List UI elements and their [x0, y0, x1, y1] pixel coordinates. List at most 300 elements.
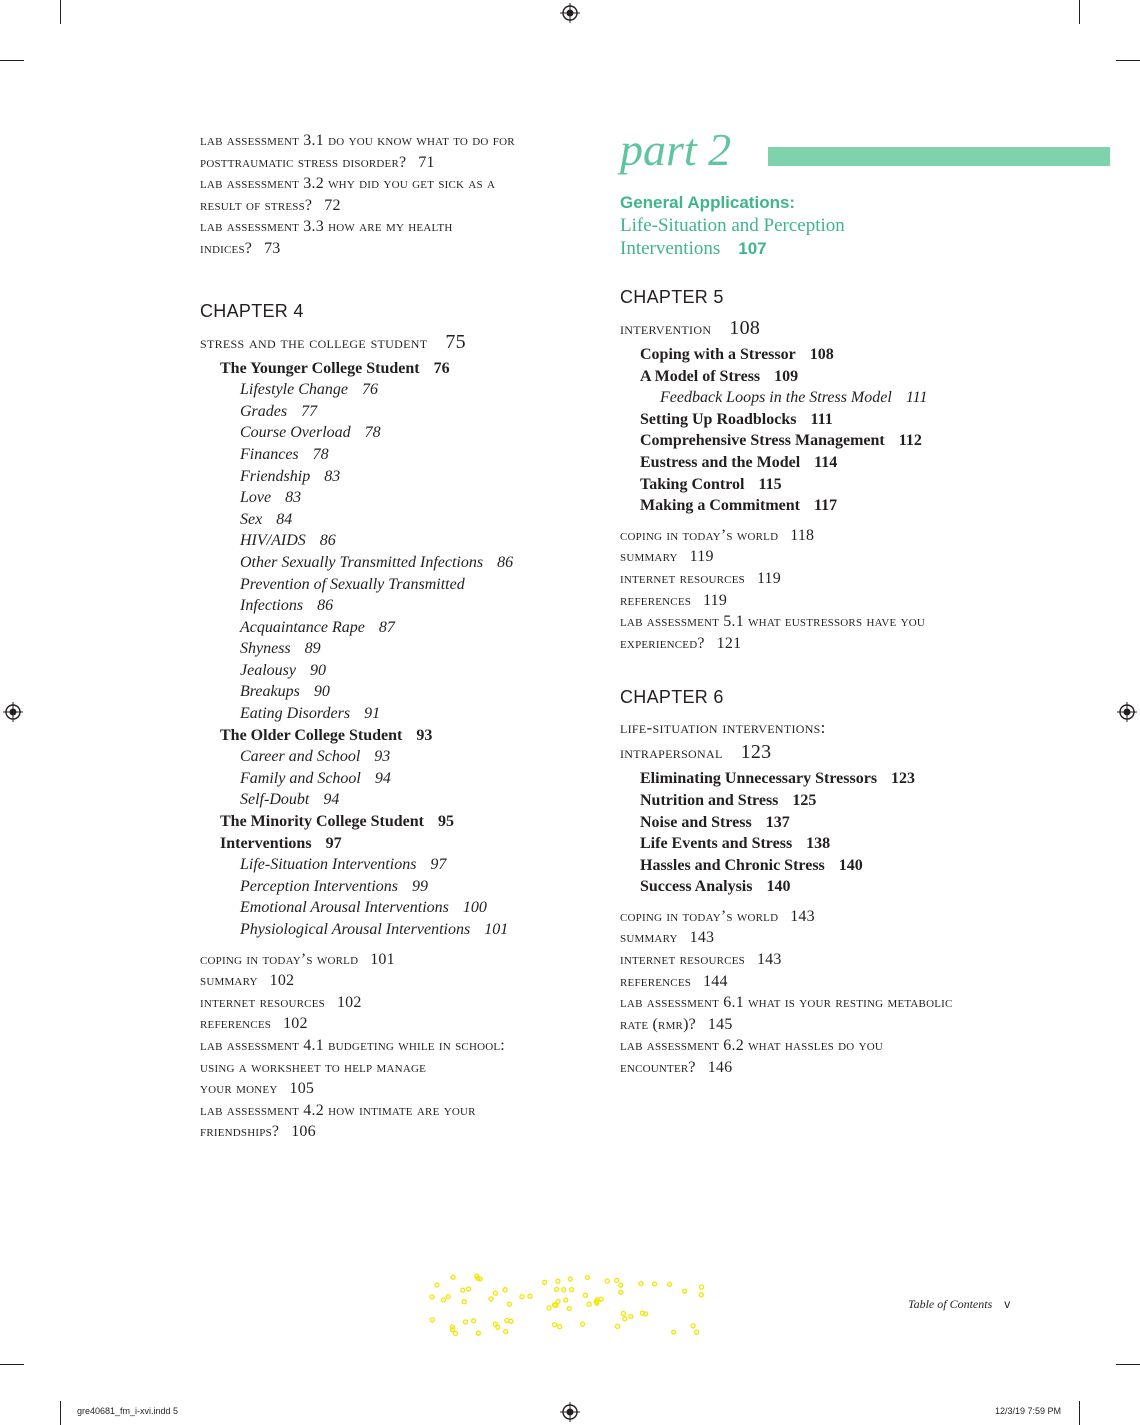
toc-subheading[interactable]	[200, 487, 590, 509]
page-number: 112	[898, 432, 922, 450]
toc-heading[interactable]	[620, 366, 1110, 388]
page-number: 123	[740, 741, 772, 764]
page-number: 91	[364, 705, 381, 723]
back-matter-item[interactable]	[620, 611, 1110, 633]
crop-mark	[1079, 1401, 1080, 1425]
chapter-title-line	[620, 740, 1110, 765]
decorative-dot	[528, 1294, 532, 1298]
chapter-title-text: intervention	[620, 319, 712, 338]
back-matter-text: coping in today’s world	[620, 907, 779, 925]
page-number: 75	[445, 330, 466, 353]
decorative-dot	[640, 1311, 644, 1315]
toc-entry-text: Coping with a Stressor	[640, 346, 796, 363]
page-number: 114	[814, 453, 838, 471]
toc-entry-text: A Model of Stress	[640, 367, 761, 385]
decorative-dot	[567, 1307, 571, 1311]
back-matter-text: using a worksheet to help manage	[200, 1058, 427, 1076]
toc-heading[interactable]	[620, 344, 1110, 366]
page-number: 86	[319, 532, 336, 550]
footer-page-number: v	[1004, 1297, 1011, 1311]
toc-subheading[interactable]	[200, 574, 590, 596]
page-number: 145	[707, 1015, 733, 1033]
back-matter-text: summary	[200, 972, 258, 990]
toc-subheading[interactable]	[200, 379, 590, 401]
lab-line-text: indices?	[200, 239, 253, 257]
lab-assessment-3-2[interactable]	[200, 173, 590, 216]
toc-entry-text: Sex	[240, 510, 263, 528]
page-number: 117	[813, 497, 838, 515]
back-matter-text: rate (rmr)?	[620, 1015, 696, 1033]
decorative-dot	[599, 1297, 603, 1301]
page-number: 94	[323, 791, 340, 809]
toc-subheading[interactable]	[200, 660, 590, 682]
decorative-dot	[446, 1295, 450, 1299]
page-number: 101	[370, 950, 395, 968]
decorative-dot	[476, 1331, 480, 1335]
page-number: 144	[703, 972, 728, 990]
toc-heading[interactable]	[200, 811, 590, 833]
back-matter-item[interactable]	[620, 906, 1110, 928]
toc-subheading[interactable]	[200, 768, 590, 790]
page-number: 93	[416, 726, 433, 744]
toc-entry-text: Family and School	[240, 769, 361, 787]
toc-heading[interactable]	[200, 833, 590, 855]
toc-heading[interactable]	[620, 790, 1110, 812]
toc-subheading[interactable]	[200, 401, 590, 423]
toc-subheading[interactable]	[200, 746, 590, 768]
page-number: 118	[790, 526, 815, 544]
part-description-text: Interventions	[620, 238, 721, 259]
toc-entry-text: Life-Situation Interventions	[240, 856, 417, 874]
toc-entry-text: Acquaintance Rape	[240, 618, 365, 636]
back-matter-item[interactable]	[620, 949, 1110, 971]
decorative-dot	[623, 1317, 627, 1321]
decorative-dot	[543, 1280, 547, 1284]
crop-mark	[0, 1364, 24, 1365]
toc-subheading[interactable]	[200, 854, 590, 876]
back-matter-item[interactable]	[620, 927, 1110, 949]
part-description-line: Life-Situation and Perception	[620, 215, 845, 236]
toc-entry-text: Career and School	[240, 748, 361, 766]
page-number: 140	[838, 856, 863, 874]
toc-subheading[interactable]	[200, 919, 590, 941]
toc-heading[interactable]	[200, 725, 590, 747]
lab-assessment-3-3[interactable]	[200, 216, 590, 259]
slug-filename: gre40681_fm_i-xvi.indd 5	[77, 1406, 179, 1416]
decorative-dot	[430, 1295, 434, 1299]
part-page-number: 107	[738, 239, 767, 258]
page-number: 108	[729, 317, 761, 339]
toc-entry-text: The Minority College Student	[220, 813, 424, 831]
crop-mark	[0, 60, 24, 61]
page-number: 101	[484, 921, 509, 938]
toc-heading[interactable]	[620, 768, 1110, 790]
lab-line	[200, 152, 590, 174]
page-number: 97	[325, 834, 342, 852]
part-bar	[768, 147, 1110, 166]
toc-subheading[interactable]	[200, 638, 590, 660]
decorative-dot	[564, 1298, 568, 1302]
page-number: 94	[374, 769, 391, 787]
page-number: 90	[313, 683, 330, 701]
back-matter-text: references	[620, 591, 692, 609]
page-number: 99	[412, 877, 429, 895]
toc-entry-text: Jealousy	[240, 661, 296, 679]
toc-entry-text: Comprehensive Stress Management	[640, 432, 885, 450]
decorative-dot	[462, 1300, 466, 1304]
toc-entry-text: The Younger College Student	[220, 359, 420, 377]
back-matter-text: references	[200, 1015, 272, 1033]
lab-line: lab assessment 3.2 why did you get sick as a	[200, 175, 496, 193]
toc-subheading[interactable]	[200, 444, 590, 466]
toc-entry-text: Nutrition and Stress	[640, 791, 779, 809]
toc-heading[interactable]	[620, 833, 1110, 855]
chapter-5-entries	[620, 344, 1110, 517]
toc-entry-text: Eustress and the Model	[640, 453, 801, 471]
back-matter-item[interactable]	[620, 1035, 1110, 1057]
page-number: 73	[264, 239, 281, 257]
decorative-dot	[555, 1288, 559, 1292]
toc-entry-text: HIV/AIDS	[240, 532, 306, 550]
decorative-dot	[451, 1328, 455, 1332]
toc-entry-text: Setting Up Roadblocks	[640, 410, 797, 428]
lab-line: lab assessment 3.3 how are my health	[200, 218, 453, 236]
back-matter-text: internet resources	[620, 951, 745, 969]
chapter-6-title[interactable]	[620, 716, 1110, 765]
page-number: 105	[289, 1080, 315, 1098]
page-number: 102	[283, 1015, 308, 1033]
lab-line	[200, 195, 590, 217]
toc-subheading[interactable]	[200, 552, 590, 574]
back-matter-item[interactable]	[620, 1014, 1110, 1036]
toc-entry-text: Emotional Arousal Interventions	[240, 899, 449, 917]
decorative-dot	[570, 1288, 574, 1292]
decorative-dot	[442, 1298, 446, 1302]
decorative-dot	[583, 1293, 587, 1297]
page-number: 71	[418, 153, 435, 171]
chapter-4-back-matter	[200, 949, 590, 1143]
decorative-dot	[653, 1282, 657, 1286]
page-number: 119	[756, 569, 781, 587]
decorative-dot	[683, 1289, 687, 1293]
chapter-4-entries	[200, 358, 590, 941]
decorative-dot	[553, 1323, 557, 1327]
back-matter-item[interactable]	[200, 992, 590, 1014]
back-matter-text: experienced?	[620, 634, 705, 652]
page-number: 109	[774, 367, 799, 385]
page-number: 119	[703, 591, 728, 609]
chapter-4-label: CHAPTER 4	[200, 300, 304, 321]
page-number: 95	[438, 813, 454, 831]
toc-entry-text: Friendship	[240, 467, 311, 485]
page-number: 83	[324, 467, 341, 485]
page-number: 76	[361, 381, 378, 399]
toc-entry-text: Course Overload	[240, 424, 351, 442]
page-number: 102	[336, 993, 362, 1011]
toc-entry-text: Infections	[240, 597, 304, 615]
toc-entry-text: Perception Interventions	[240, 877, 399, 895]
decorative-dot	[453, 1332, 457, 1336]
decorative-dot	[691, 1324, 695, 1328]
toc-heading[interactable]	[620, 812, 1110, 834]
back-matter-text: internet resources	[620, 569, 745, 587]
back-matter-item[interactable]	[200, 1078, 590, 1100]
back-matter-item[interactable]	[200, 1057, 590, 1079]
page-number: 123	[891, 770, 916, 788]
toc-entry-text: Lifestyle Change	[240, 381, 348, 399]
page-number: 111	[905, 389, 928, 407]
toc-subheading[interactable]	[200, 509, 590, 531]
decorative-dot	[581, 1322, 585, 1326]
back-matter-text: coping in today’s world	[620, 526, 779, 544]
right-column	[620, 124, 1110, 1079]
page-number: 86	[317, 597, 334, 615]
toc-entry-text: Physiological Arousal Interventions	[240, 921, 471, 938]
chapter-6-label: CHAPTER 6	[620, 687, 724, 708]
chapter-title-text: stress and the college student	[200, 332, 428, 352]
decorative-dot	[558, 1325, 562, 1329]
part-description-line[interactable]	[620, 237, 1110, 260]
toc-subheading[interactable]	[200, 703, 590, 725]
decorative-dot	[464, 1320, 468, 1324]
decorative-dot	[509, 1319, 513, 1323]
toc-entry-text: Eliminating Unnecessary Stressors	[640, 770, 878, 788]
page-number: 106	[291, 1123, 316, 1141]
toc-subheading[interactable]	[200, 617, 590, 639]
back-matter-text: lab assessment 6.1 what is your resting metabolic	[620, 994, 953, 1012]
decorative-dot	[568, 1277, 572, 1281]
page-number: 140	[766, 878, 791, 896]
decorative-dot	[629, 1315, 633, 1319]
back-matter-text: your money	[200, 1080, 278, 1098]
back-matter-text: summary	[620, 929, 678, 947]
page-number: 72	[324, 196, 341, 214]
part-header	[620, 124, 1110, 182]
decorative-dot	[668, 1282, 672, 1286]
toc-heading[interactable]	[620, 876, 1110, 898]
lab-line-text: posttraumatic stress disorder?	[200, 153, 407, 171]
toc-subheading[interactable]	[200, 595, 590, 617]
page-number: 137	[765, 813, 790, 831]
page-number: 111	[810, 410, 833, 428]
decorative-dot	[556, 1279, 560, 1283]
decorative-dot	[503, 1288, 507, 1292]
toc-entry-text: Feedback Loops in the Stress Model	[660, 389, 892, 407]
toc-entry-text: Breakups	[240, 683, 300, 701]
decorative-dot	[520, 1295, 524, 1299]
decorative-dot	[472, 1319, 476, 1323]
decorative-dot	[493, 1291, 497, 1295]
decorative-dot	[507, 1302, 511, 1306]
back-matter-item[interactable]	[200, 970, 590, 992]
part-subtitle: General Applications:	[620, 193, 796, 212]
toc-entry-text: Love	[240, 489, 272, 507]
registration-mark-icon	[560, 3, 580, 23]
crop-mark	[1116, 1364, 1140, 1365]
toc-heading[interactable]	[200, 358, 590, 380]
back-matter-item[interactable]	[200, 1121, 590, 1143]
toc-entry-text: Self-Doubt	[240, 791, 310, 809]
back-matter-item[interactable]	[620, 992, 1110, 1014]
registration-mark-icon	[1117, 702, 1137, 722]
page-number: 100	[462, 899, 487, 917]
page-number: 87	[378, 618, 395, 636]
page-number: 143	[790, 907, 815, 925]
decorative-dot	[451, 1275, 455, 1279]
back-matter-text: coping in today’s world	[200, 950, 359, 968]
toc-heading[interactable]	[620, 409, 1110, 431]
crop-mark	[60, 1401, 61, 1425]
decorative-dot	[430, 1318, 434, 1322]
page-number: 93	[374, 748, 391, 766]
toc-heading[interactable]	[620, 855, 1110, 877]
page-number: 143	[756, 951, 782, 969]
toc-entry-text: Eating Disorders	[240, 705, 351, 723]
toc-entry-text: Prevention of Sexually Transmitted	[240, 575, 465, 593]
lab-assessment-list	[200, 130, 590, 260]
decorative-dot	[467, 1287, 471, 1291]
decorative-dot	[547, 1306, 551, 1310]
back-matter-text: encounter?	[620, 1059, 696, 1077]
toc-heading[interactable]	[620, 474, 1110, 496]
toc-subheading[interactable]	[200, 466, 590, 488]
decorative-dot	[699, 1285, 703, 1289]
lab-assessment-3-1[interactable]	[200, 130, 590, 173]
decorative-dot	[504, 1330, 508, 1334]
toc-entry-text: Grades	[240, 402, 288, 420]
slug-timestamp: 12/3/19 7:59 PM	[995, 1406, 1062, 1416]
back-matter-item[interactable]	[200, 1100, 590, 1122]
back-matter-item[interactable]	[620, 568, 1110, 590]
toc-heading[interactable]	[620, 430, 1110, 452]
page-number: 78	[312, 445, 329, 463]
back-matter-text: lab assessment 6.2 what hassles do you	[620, 1037, 884, 1055]
decorative-dot	[556, 1300, 560, 1304]
decorative-dot	[672, 1330, 676, 1334]
back-matter-item[interactable]	[200, 1035, 590, 1057]
back-matter-item[interactable]	[620, 1057, 1110, 1079]
decorative-dot	[619, 1283, 623, 1287]
decorative-dot	[639, 1282, 643, 1286]
page-number: 78	[364, 424, 381, 442]
registration-mark-icon	[560, 1402, 580, 1422]
toc-entry-text: Shyness	[240, 640, 291, 658]
back-matter-item[interactable]	[620, 546, 1110, 568]
page-number: 143	[689, 929, 715, 947]
page-number: 76	[433, 359, 450, 377]
back-matter-item[interactable]	[620, 971, 1110, 993]
toc-heading[interactable]	[620, 452, 1110, 474]
decorative-dot	[615, 1278, 619, 1282]
decorative-dot	[562, 1288, 566, 1292]
back-matter-text: lab assessment 4.2 how intimate are your	[200, 1101, 476, 1119]
toc-subheading[interactable]	[200, 422, 590, 444]
toc-subheading[interactable]	[200, 876, 590, 898]
back-matter-item[interactable]	[200, 1013, 590, 1035]
toc-entry-text: Hassles and Chronic Stress	[640, 856, 825, 874]
back-matter-text: references	[620, 972, 692, 990]
toc-entry-text: Making a Commitment	[640, 497, 800, 515]
toc-subheading[interactable]	[200, 681, 590, 703]
footer-section-title: Table of Contents	[908, 1297, 993, 1311]
toc-entry-text: Interventions	[220, 834, 312, 852]
left-column	[200, 130, 590, 1143]
crop-mark	[1079, 0, 1080, 24]
toc-entry-text: The Older College Student	[220, 726, 403, 744]
page-number: 97	[430, 856, 447, 874]
toc-entry-text: Other Sexually Transmitted Infections	[240, 553, 484, 571]
page-number: 146	[707, 1059, 733, 1077]
page-number: 119	[689, 548, 714, 566]
chapter-5-back-matter	[620, 525, 1110, 655]
toc-subheading[interactable]	[200, 897, 590, 919]
back-matter-text: lab assessment 5.1 what eustressors have you	[620, 613, 926, 631]
page-number: 121	[716, 634, 742, 652]
crop-mark	[60, 0, 61, 24]
back-matter-text: friendships?	[200, 1123, 280, 1141]
page-number: 89	[304, 640, 321, 658]
page-number: 115	[758, 475, 782, 493]
back-matter-item[interactable]	[200, 949, 590, 971]
page-number: 83	[285, 489, 302, 507]
toc-entry-text: Life Events and Stress	[640, 835, 793, 853]
chapter-title-text: life-situation interventions:	[620, 718, 826, 738]
lab-line: lab assessment 3.1 do you know what to do for	[200, 132, 515, 149]
chapter-6-back-matter	[620, 906, 1110, 1079]
page-number: 102	[269, 972, 295, 990]
back-matter-item[interactable]	[620, 633, 1110, 655]
chapter-5-title[interactable]	[620, 316, 1110, 341]
page-number: 84	[276, 510, 293, 528]
decorative-dot	[461, 1288, 465, 1292]
back-matter-item[interactable]	[620, 525, 1110, 547]
page-number: 138	[806, 835, 831, 853]
registration-mark-icon	[3, 702, 23, 722]
running-footer	[908, 1297, 1010, 1312]
toc-entry-text: Noise and Stress	[640, 813, 752, 831]
chapter-title-text: intrapersonal	[620, 743, 723, 763]
lab-line-text: result of stress?	[200, 196, 313, 214]
toc-subheading[interactable]	[200, 789, 590, 811]
chapter-6-entries	[620, 768, 1110, 898]
decorative-dot	[699, 1293, 703, 1297]
toc-subheading[interactable]	[620, 387, 1110, 409]
decorative-dot	[621, 1312, 625, 1316]
decorative-dot	[489, 1297, 493, 1301]
page-number: 108	[809, 346, 834, 363]
back-matter-text: summary	[620, 548, 678, 566]
page-number: 77	[301, 402, 318, 420]
toc-entry-text: Taking Control	[640, 475, 745, 493]
crop-mark	[1116, 60, 1140, 61]
decorative-dot	[493, 1322, 497, 1326]
part-title: part 2	[620, 124, 732, 175]
decorative-dot	[586, 1275, 590, 1279]
back-matter-item[interactable]	[620, 590, 1110, 612]
page-number: 86	[497, 553, 514, 571]
decorative-dot	[505, 1319, 509, 1323]
toc-subheading[interactable]	[200, 530, 590, 552]
page-number: 90	[309, 661, 326, 679]
lab-line	[200, 238, 590, 260]
decorative-dot	[616, 1324, 620, 1328]
decorative-dot	[695, 1330, 699, 1334]
decorative-dots	[424, 1272, 720, 1338]
chapter-5-label: CHAPTER 5	[620, 287, 724, 307]
page-number: 125	[792, 791, 817, 809]
chapter-4-title[interactable]	[200, 330, 590, 355]
toc-heading[interactable]	[620, 495, 1110, 517]
